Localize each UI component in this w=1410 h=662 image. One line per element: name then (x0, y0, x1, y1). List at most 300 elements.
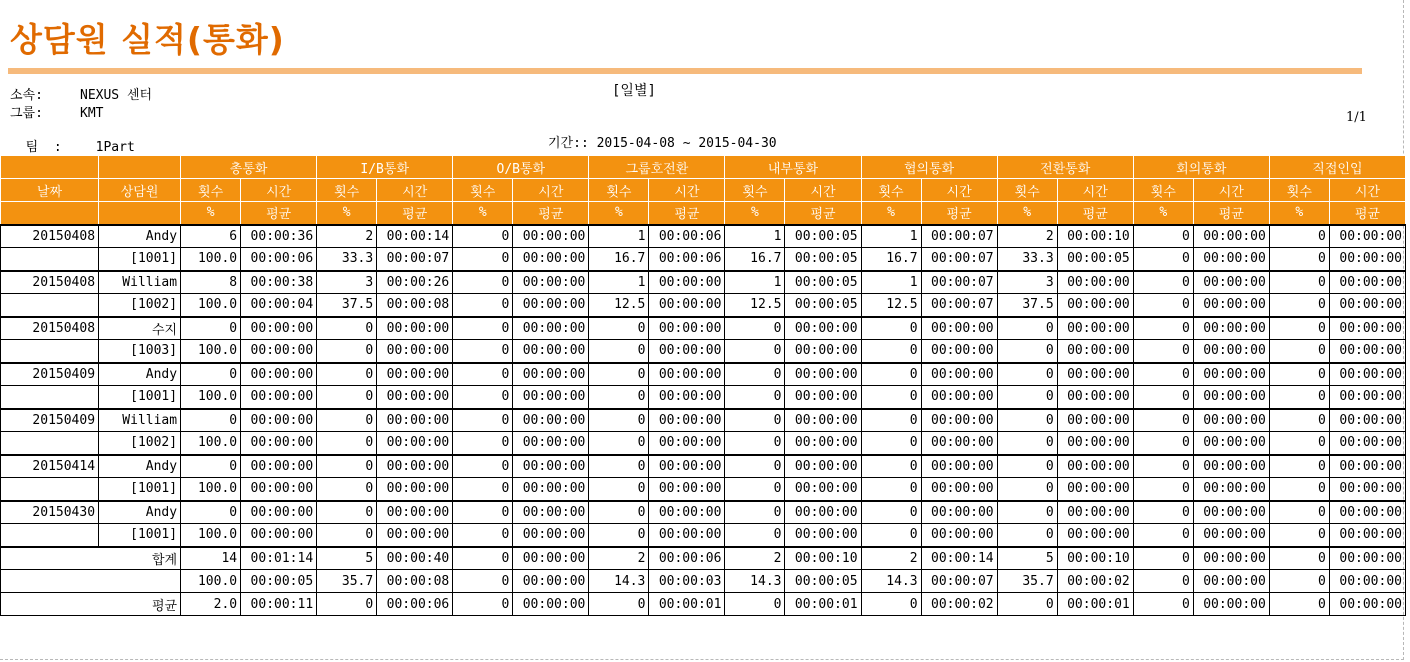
agent-cell: [1001] (99, 248, 181, 271)
summary-value-cell: 14.3 (725, 570, 785, 593)
value-cell: 00:00:07 (921, 225, 997, 248)
value-cell: 00:00:00 (513, 478, 589, 501)
value-cell: 0 (317, 409, 377, 432)
group-label: 그룹: (10, 106, 43, 121)
value-cell: 0 (181, 317, 241, 340)
value-cell: 00:00:00 (1057, 363, 1133, 386)
value-cell: 00:00:00 (785, 501, 861, 524)
date-cell (1, 524, 99, 547)
value-cell: 00:00:00 (785, 455, 861, 478)
summary-value-cell: 0 (453, 570, 513, 593)
report-title: 상담원 실적(통화) (10, 20, 285, 59)
value-cell: 0 (725, 340, 785, 363)
header-average: 평균 (377, 202, 453, 225)
summary-value-cell: 00:00:05 (785, 570, 861, 593)
summary-value-cell: 5 (997, 547, 1057, 570)
header-blank (99, 156, 181, 179)
value-cell: 1 (589, 225, 649, 248)
header-blank (1, 202, 99, 225)
header-time: 시간 (921, 179, 997, 202)
date-cell (1, 386, 99, 409)
summary-value-cell: 00:01:14 (241, 547, 317, 570)
summary-value-cell: 00:00:07 (921, 570, 997, 593)
summary-value-cell: 00:00:05 (241, 570, 317, 593)
summary-value-cell: 00:00:00 (1329, 570, 1405, 593)
value-cell: 00:00:10 (1057, 225, 1133, 248)
value-cell: 00:00:00 (785, 478, 861, 501)
value-cell: 00:00:00 (921, 501, 997, 524)
value-cell: 00:00:00 (1057, 271, 1133, 294)
value-cell: 0 (1133, 386, 1193, 409)
value-cell: 00:00:00 (649, 386, 725, 409)
value-cell: 0 (861, 317, 921, 340)
value-cell: 00:00:05 (1057, 248, 1133, 271)
value-cell: 00:00:00 (1057, 501, 1133, 524)
agent-cell: [1002] (99, 294, 181, 317)
agent-cell: 수지 (99, 317, 181, 340)
summary-value-cell: 00:00:01 (785, 593, 861, 616)
header-percent: % (589, 202, 649, 225)
agent-cell: Andy (99, 363, 181, 386)
group-value: KMT (80, 106, 104, 121)
value-cell: 00:00:00 (921, 409, 997, 432)
summary-value-cell: 0 (725, 593, 785, 616)
value-cell: 0 (997, 524, 1057, 547)
value-cell: 00:00:00 (1057, 340, 1133, 363)
value-cell: 00:00:00 (513, 432, 589, 455)
value-cell: 0 (453, 340, 513, 363)
value-cell: 16.7 (589, 248, 649, 271)
value-cell: 0 (725, 317, 785, 340)
summary-value-cell: 14.3 (861, 570, 921, 593)
date-cell (1, 432, 99, 455)
value-cell: 00:00:00 (1057, 409, 1133, 432)
value-cell: 0 (181, 363, 241, 386)
value-cell: 00:00:00 (241, 524, 317, 547)
header-count: 횟수 (589, 179, 649, 202)
summary-value-cell: 0 (1269, 593, 1329, 616)
summary-value-cell: 00:00:01 (1057, 593, 1133, 616)
agent-cell: William (99, 409, 181, 432)
agent-cell: Andy (99, 455, 181, 478)
header-average: 평균 (241, 202, 317, 225)
value-cell: 00:00:00 (649, 524, 725, 547)
value-cell: 0 (997, 432, 1057, 455)
value-cell: 0 (861, 501, 921, 524)
value-cell: 37.5 (317, 294, 377, 317)
value-cell: 0 (1269, 340, 1329, 363)
value-cell: 0 (1269, 225, 1329, 248)
value-cell: 00:00:00 (1057, 478, 1133, 501)
date-cell: 20150414 (1, 455, 99, 478)
value-cell: 00:00:00 (649, 409, 725, 432)
summary-value-cell: 00:00:00 (1193, 570, 1269, 593)
value-cell: 1 (589, 271, 649, 294)
value-cell: 00:00:07 (921, 271, 997, 294)
value-cell: 0 (317, 524, 377, 547)
table-row (1, 248, 1406, 271)
value-cell: 0 (1269, 363, 1329, 386)
value-cell: 00:00:00 (241, 501, 317, 524)
value-cell: 0 (1133, 501, 1193, 524)
value-cell: 00:00:00 (1329, 317, 1405, 340)
value-cell: 00:00:00 (921, 524, 997, 547)
value-cell: 00:00:00 (1193, 478, 1269, 501)
value-cell: 00:00:00 (513, 386, 589, 409)
summary-value-cell: 00:00:02 (1057, 570, 1133, 593)
summary-value-cell: 0 (997, 593, 1057, 616)
header-row-units (1, 202, 1406, 225)
value-cell: 00:00:00 (921, 455, 997, 478)
value-cell: 00:00:00 (1193, 340, 1269, 363)
summary-value-cell: 0 (1133, 570, 1193, 593)
value-cell: 00:00:00 (1329, 432, 1405, 455)
value-cell: 00:00:00 (513, 363, 589, 386)
value-cell: 0 (997, 340, 1057, 363)
value-cell: 00:00:07 (921, 248, 997, 271)
agent-cell: [1001] (99, 478, 181, 501)
value-cell: 8 (181, 271, 241, 294)
header-count: 횟수 (181, 179, 241, 202)
summary-value-cell: 35.7 (997, 570, 1057, 593)
summary-value-cell: 2.0 (181, 593, 241, 616)
summary-value-cell: 00:00:00 (513, 570, 589, 593)
value-cell: 0 (453, 432, 513, 455)
value-cell: 00:00:00 (1329, 363, 1405, 386)
team-label: 팀 : (25, 140, 62, 155)
summary-value-cell: 14.3 (589, 570, 649, 593)
value-cell: 00:00:00 (649, 317, 725, 340)
value-cell: 0 (725, 478, 785, 501)
value-cell: 0 (1133, 317, 1193, 340)
value-cell: 00:00:00 (241, 317, 317, 340)
header-count: 횟수 (1133, 179, 1193, 202)
header-time: 시간 (1329, 179, 1405, 202)
value-cell: 0 (861, 363, 921, 386)
header-row-categories (1, 156, 1406, 179)
table-row (1, 524, 1406, 547)
value-cell: 0 (1133, 340, 1193, 363)
header-date: 날짜 (1, 179, 99, 202)
value-cell: 0 (1133, 271, 1193, 294)
value-cell: 0 (997, 363, 1057, 386)
value-cell: 00:00:05 (785, 225, 861, 248)
value-cell: 0 (1269, 248, 1329, 271)
value-cell: 00:00:00 (377, 363, 453, 386)
value-cell: 0 (725, 455, 785, 478)
value-cell: 00:00:00 (1329, 271, 1405, 294)
affiliation-label: 소속: (10, 88, 43, 103)
value-cell: 00:00:00 (785, 317, 861, 340)
value-cell: 100.0 (181, 248, 241, 271)
affiliation-value: NEXUS 센터 (80, 88, 153, 103)
value-cell: 0 (317, 478, 377, 501)
value-cell: 0 (589, 340, 649, 363)
summary-value-cell: 0 (453, 593, 513, 616)
value-cell: 12.5 (725, 294, 785, 317)
summary-row (1, 593, 1406, 616)
value-cell: 00:00:26 (377, 271, 453, 294)
value-cell: 00:00:00 (1193, 409, 1269, 432)
value-cell: 100.0 (181, 524, 241, 547)
value-cell: 00:00:00 (1329, 501, 1405, 524)
value-cell: 0 (453, 271, 513, 294)
value-cell: 0 (1269, 386, 1329, 409)
table-row (1, 317, 1406, 340)
value-cell: 00:00:00 (1193, 317, 1269, 340)
value-cell: 00:00:00 (1193, 225, 1269, 248)
value-cell: 00:00:00 (377, 386, 453, 409)
value-cell: 00:00:00 (1329, 455, 1405, 478)
value-cell: 00:00:00 (921, 386, 997, 409)
value-cell: 0 (453, 363, 513, 386)
summary-value-cell: 00:00:08 (377, 570, 453, 593)
date-cell: 20150408 (1, 271, 99, 294)
header-time: 시간 (1057, 179, 1133, 202)
header-average: 평균 (1193, 202, 1269, 225)
value-cell: 00:00:00 (1329, 386, 1405, 409)
value-cell: 0 (725, 409, 785, 432)
agent-cell: [1002] (99, 432, 181, 455)
value-cell: 0 (861, 432, 921, 455)
value-cell: 00:00:00 (377, 524, 453, 547)
value-cell: 00:00:00 (1193, 455, 1269, 478)
value-cell: 00:00:00 (1329, 225, 1405, 248)
value-cell: 00:00:00 (921, 363, 997, 386)
value-cell: 3 (997, 271, 1057, 294)
header-average: 평균 (649, 202, 725, 225)
value-cell: 0 (1269, 409, 1329, 432)
value-cell: 0 (181, 455, 241, 478)
agent-cell: William (99, 271, 181, 294)
summary-value-cell: 00:00:06 (377, 593, 453, 616)
value-cell: 0 (1133, 248, 1193, 271)
summary-value-cell: 5 (317, 547, 377, 570)
summary-label: 평균 (1, 593, 181, 616)
value-cell: 00:00:00 (241, 478, 317, 501)
header-percent: % (317, 202, 377, 225)
value-cell: 0 (997, 478, 1057, 501)
value-cell: 0 (317, 363, 377, 386)
team-line (10, 124, 135, 156)
value-cell: 00:00:00 (1057, 524, 1133, 547)
header-time: 시간 (649, 179, 725, 202)
value-cell: 0 (997, 386, 1057, 409)
summary-value-cell: 00:00:14 (921, 547, 997, 570)
header-count: 횟수 (317, 179, 377, 202)
value-cell: 0 (1269, 524, 1329, 547)
value-cell: 00:00:00 (649, 501, 725, 524)
header-category: O/B통화 (453, 156, 589, 179)
value-cell: 00:00:00 (1057, 294, 1133, 317)
value-cell: 00:00:00 (513, 271, 589, 294)
header-category: I/B통화 (317, 156, 453, 179)
value-cell: 00:00:00 (1193, 386, 1269, 409)
header-percent: % (1269, 202, 1329, 225)
value-cell: 0 (861, 340, 921, 363)
header-percent: % (725, 202, 785, 225)
value-cell: 00:00:14 (377, 225, 453, 248)
value-cell: 100.0 (181, 340, 241, 363)
table-row (1, 386, 1406, 409)
value-cell: 1 (861, 271, 921, 294)
value-cell: 00:00:00 (785, 363, 861, 386)
value-cell: 0 (453, 501, 513, 524)
value-cell: 00:00:00 (513, 317, 589, 340)
report-period: 기간:: 2015-04-08 ~ 2015-04-30 (548, 136, 777, 151)
date-cell: 20150408 (1, 317, 99, 340)
header-count: 횟수 (997, 179, 1057, 202)
value-cell: 0 (317, 501, 377, 524)
value-cell: 33.3 (997, 248, 1057, 271)
summary-value-cell: 00:00:10 (1057, 547, 1133, 570)
value-cell: 00:00:00 (649, 432, 725, 455)
value-cell: 00:00:00 (649, 363, 725, 386)
summary-value-cell: 0 (1269, 547, 1329, 570)
date-cell (1, 248, 99, 271)
header-category: 그룹호전환 (589, 156, 725, 179)
header-time: 시간 (785, 179, 861, 202)
value-cell: 0 (589, 478, 649, 501)
table-row (1, 478, 1406, 501)
summary-value-cell: 00:00:11 (241, 593, 317, 616)
value-cell: 3 (317, 271, 377, 294)
value-cell: 00:00:00 (1193, 363, 1269, 386)
summary-label (1, 570, 181, 593)
report-table (0, 155, 1406, 616)
value-cell: 0 (1133, 409, 1193, 432)
value-cell: 00:00:06 (241, 248, 317, 271)
value-cell: 00:00:00 (241, 409, 317, 432)
header-time: 시간 (513, 179, 589, 202)
value-cell: 00:00:00 (241, 432, 317, 455)
value-cell: 00:00:00 (377, 340, 453, 363)
value-cell: 00:00:05 (785, 248, 861, 271)
value-cell: 2 (317, 225, 377, 248)
value-cell: 00:00:00 (1329, 409, 1405, 432)
table-row (1, 294, 1406, 317)
value-cell: 0 (725, 363, 785, 386)
value-cell: 00:00:00 (785, 409, 861, 432)
value-cell: 0 (861, 409, 921, 432)
value-cell: 0 (997, 409, 1057, 432)
value-cell: 0 (589, 409, 649, 432)
value-cell: 00:00:00 (241, 386, 317, 409)
value-cell: 0 (725, 386, 785, 409)
value-cell: 2 (997, 225, 1057, 248)
value-cell: 00:00:06 (649, 248, 725, 271)
header-category: 직접인입 (1269, 156, 1405, 179)
value-cell: 00:00:00 (1193, 271, 1269, 294)
header-percent: % (861, 202, 921, 225)
table-row (1, 501, 1406, 524)
header-percent: % (181, 202, 241, 225)
value-cell: 00:00:00 (649, 478, 725, 501)
value-cell: 00:00:00 (377, 478, 453, 501)
value-cell: 00:00:00 (1193, 294, 1269, 317)
value-cell: 0 (317, 386, 377, 409)
header-blank (1, 156, 99, 179)
summary-value-cell: 00:00:00 (1193, 547, 1269, 570)
value-cell: 100.0 (181, 478, 241, 501)
value-cell: 37.5 (997, 294, 1057, 317)
header-time: 시간 (377, 179, 453, 202)
value-cell: 0 (1269, 432, 1329, 455)
value-cell: 12.5 (861, 294, 921, 317)
value-cell: 00:00:07 (377, 248, 453, 271)
header-category: 내부통화 (725, 156, 861, 179)
value-cell: 00:00:05 (785, 271, 861, 294)
value-cell: 00:00:00 (1329, 524, 1405, 547)
value-cell: 0 (589, 501, 649, 524)
value-cell: 00:00:00 (1329, 248, 1405, 271)
header-category: 회의통화 (1133, 156, 1269, 179)
value-cell: 00:00:00 (785, 432, 861, 455)
value-cell: 0 (589, 524, 649, 547)
date-cell (1, 478, 99, 501)
value-cell: 00:00:05 (785, 294, 861, 317)
header-category: 전환통화 (997, 156, 1133, 179)
value-cell: 00:00:00 (921, 432, 997, 455)
date-cell: 20150409 (1, 409, 99, 432)
summary-value-cell: 00:00:03 (649, 570, 725, 593)
value-cell: 00:00:00 (1329, 478, 1405, 501)
value-cell: 1 (861, 225, 921, 248)
value-cell: 00:00:00 (1057, 386, 1133, 409)
summary-value-cell: 0 (1269, 570, 1329, 593)
header-average: 평균 (785, 202, 861, 225)
value-cell: 00:00:00 (1057, 317, 1133, 340)
value-cell: 00:00:00 (1329, 340, 1405, 363)
value-cell: 00:00:00 (377, 432, 453, 455)
summary-row (1, 547, 1406, 570)
value-cell: 00:00:07 (921, 294, 997, 317)
summary-value-cell: 2 (725, 547, 785, 570)
report-subtitle: [일별] (612, 83, 656, 99)
value-cell: 00:00:00 (1193, 501, 1269, 524)
value-cell: 00:00:00 (1057, 455, 1133, 478)
value-cell: 0 (725, 432, 785, 455)
value-cell: 0 (589, 317, 649, 340)
summary-row (1, 570, 1406, 593)
value-cell: 00:00:00 (1057, 432, 1133, 455)
header-average: 평균 (513, 202, 589, 225)
value-cell: 100.0 (181, 294, 241, 317)
agent-cell: [1001] (99, 524, 181, 547)
value-cell: 0 (453, 317, 513, 340)
header-percent: % (997, 202, 1057, 225)
value-cell: 0 (453, 225, 513, 248)
value-cell: 00:00:38 (241, 271, 317, 294)
value-cell: 0 (317, 432, 377, 455)
summary-value-cell: 00:00:00 (1329, 593, 1405, 616)
value-cell: 00:00:00 (649, 271, 725, 294)
table-row (1, 455, 1406, 478)
value-cell: 0 (1269, 455, 1329, 478)
value-cell: 0 (181, 501, 241, 524)
agent-cell: [1003] (99, 340, 181, 363)
value-cell: 00:00:04 (241, 294, 317, 317)
value-cell: 0 (1133, 432, 1193, 455)
date-cell: 20150409 (1, 363, 99, 386)
table-row (1, 409, 1406, 432)
table-row (1, 271, 1406, 294)
date-cell (1, 294, 99, 317)
value-cell: 0 (589, 386, 649, 409)
summary-value-cell: 2 (589, 547, 649, 570)
value-cell: 0 (1269, 294, 1329, 317)
value-cell: 0 (1133, 225, 1193, 248)
